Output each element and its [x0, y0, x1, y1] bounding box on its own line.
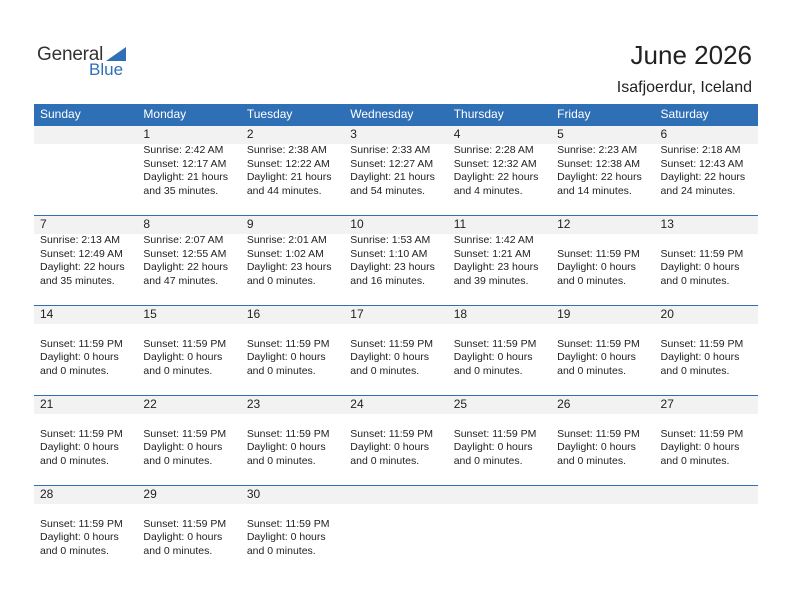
daylight-minutes-text: and 47 minutes.	[143, 274, 219, 287]
logo-general-text: General	[37, 44, 104, 65]
day-number: 28	[40, 487, 54, 501]
daylight-text: Daylight: 22 hours	[40, 261, 125, 273]
sunrise-text	[350, 324, 447, 338]
daylight-text: Daylight: 0 hours	[143, 441, 223, 453]
weekday-header-row	[34, 104, 758, 125]
day-cell	[448, 395, 551, 485]
day-cell	[551, 305, 654, 395]
day-cell	[241, 305, 344, 395]
sunrise-text: Sunrise: 2:13 AM	[40, 234, 120, 246]
sunset-text	[350, 518, 447, 532]
day-cell	[655, 305, 758, 395]
daylight-text: Daylight: 22 hours	[453, 171, 539, 183]
day-cell	[655, 395, 758, 485]
week-cells	[34, 215, 758, 305]
sunrise-text	[661, 234, 758, 248]
day-cell	[448, 485, 551, 575]
daylight-minutes-text: and 0 minutes.	[40, 544, 109, 557]
daylight-minutes-text: and 0 minutes.	[660, 364, 730, 377]
day-cell	[448, 215, 551, 305]
daylight-text: Daylight: 22 hours	[660, 171, 746, 183]
daylight-minutes-text: and 0 minutes.	[660, 454, 730, 467]
day-number: 18	[453, 307, 468, 321]
day-number: 9	[246, 217, 254, 231]
daylight-minutes-text	[454, 545, 551, 559]
day-number: 12	[557, 217, 571, 231]
daylight-text: Daylight: 0 hours	[453, 441, 533, 453]
daylight-text: Daylight: 0 hours	[557, 261, 636, 273]
day-cell	[551, 125, 654, 215]
daylight-text: Daylight: 0 hours	[350, 441, 430, 453]
sunset-text: Sunset: 11:59 PM	[350, 427, 433, 440]
daylight-text: Daylight: 22 hours	[143, 261, 229, 273]
sunrise-text	[247, 504, 344, 518]
day-cell	[551, 485, 654, 575]
daylight-minutes-text: and 0 minutes.	[143, 544, 213, 557]
sunset-text: Sunset: 12:32 AM	[453, 157, 537, 170]
day-cell	[344, 305, 447, 395]
daylight-text: Daylight: 0 hours	[557, 351, 636, 363]
daylight-text	[40, 171, 137, 185]
brand-logo	[37, 44, 137, 80]
daylight-minutes-text: and 0 minutes.	[246, 454, 316, 467]
day-cell	[137, 395, 240, 485]
day-cell	[34, 215, 137, 305]
daylight-minutes-text: and 0 minutes.	[557, 274, 626, 287]
sunset-text: Sunset: 1:21 AM	[453, 247, 531, 260]
daylight-minutes-text: and 0 minutes.	[40, 454, 109, 467]
sunrise-text	[40, 504, 137, 518]
sunset-text: Sunset: 11:59 PM	[557, 247, 640, 260]
weekday-tuesday: Tuesday	[246, 107, 293, 121]
daylight-minutes-text: and 0 minutes.	[350, 454, 420, 467]
daylight-minutes-text: and 35 minutes.	[40, 274, 115, 287]
daylight-minutes-text: and 24 minutes.	[660, 184, 736, 197]
daylight-minutes-text: and 39 minutes.	[453, 274, 529, 287]
sunrise-text	[454, 324, 551, 338]
sunset-text: Sunset: 11:59 PM	[660, 337, 744, 350]
daylight-text: Daylight: 0 hours	[40, 441, 119, 453]
daylight-text: Daylight: 0 hours	[143, 531, 223, 543]
day-cell	[448, 125, 551, 215]
daylight-text: Daylight: 21 hours	[143, 171, 229, 183]
daylight-minutes-text: and 0 minutes.	[557, 454, 626, 467]
daylight-text: Daylight: 0 hours	[660, 261, 740, 273]
day-cell	[344, 395, 447, 485]
daylight-minutes-text	[557, 545, 654, 559]
calendar-grid	[34, 104, 758, 575]
weekday-saturday: Saturday	[660, 107, 709, 121]
day-cell	[241, 395, 344, 485]
sunset-text: Sunset: 1:10 AM	[350, 247, 428, 260]
daylight-minutes-text: and 0 minutes.	[246, 364, 316, 377]
sunrise-text	[143, 504, 240, 518]
daylight-minutes-text: and 0 minutes.	[246, 544, 316, 557]
daylight-minutes-text: and 0 minutes.	[246, 274, 316, 287]
sunrise-text	[247, 324, 344, 338]
daylight-minutes-text	[661, 545, 758, 559]
sunrise-text: Sunrise: 2:07 AM	[143, 234, 224, 246]
logo-triangle-icon	[106, 47, 126, 61]
day-number: 5	[557, 127, 564, 141]
daylight-text: Daylight: 0 hours	[350, 351, 430, 363]
sunset-text: Sunset: 11:59 PM	[660, 247, 744, 260]
day-number	[557, 485, 654, 504]
sunset-text: Sunset: 11:59 PM	[143, 517, 227, 530]
day-number	[661, 485, 758, 504]
sunset-text	[454, 518, 551, 532]
sunrise-text: Sunrise: 2:33 AM	[350, 144, 431, 156]
day-cell	[34, 125, 137, 215]
daylight-minutes-text: and 0 minutes.	[143, 364, 213, 377]
daylight-text	[454, 531, 551, 545]
daylight-text: Daylight: 0 hours	[660, 441, 740, 453]
day-number: 14	[40, 307, 54, 321]
day-cell	[34, 485, 137, 575]
day-number: 2	[246, 127, 254, 141]
week-cells	[34, 395, 758, 485]
day-cell	[448, 305, 551, 395]
sunrise-text	[661, 504, 758, 518]
day-number: 15	[143, 307, 157, 321]
day-cell	[241, 485, 344, 575]
daylight-text	[661, 531, 758, 545]
sunrise-text: Sunrise: 2:42 AM	[143, 144, 224, 156]
day-number: 30	[246, 487, 261, 501]
sunset-text: Sunset: 11:59 PM	[350, 337, 433, 350]
sunset-text: Sunset: 11:59 PM	[660, 427, 744, 440]
logo-blue-text: Blue	[89, 60, 124, 79]
calendar-week-row	[34, 395, 758, 485]
sunset-text: Sunset: 11:59 PM	[143, 337, 227, 350]
sunset-text: Sunset: 11:59 PM	[557, 427, 640, 440]
day-number: 3	[350, 127, 357, 141]
daylight-minutes-text: and 0 minutes.	[557, 364, 626, 377]
daylight-text: Daylight: 23 hours	[350, 261, 435, 273]
day-cell	[655, 125, 758, 215]
daylight-text	[350, 531, 447, 545]
day-number: 27	[660, 397, 674, 411]
day-cell	[137, 125, 240, 215]
daylight-text: Daylight: 0 hours	[40, 351, 119, 363]
day-cell	[137, 305, 240, 395]
sunset-text: Sunset: 12:38 AM	[557, 157, 640, 170]
day-cell	[344, 485, 447, 575]
day-number: 10	[350, 217, 364, 231]
calendar-weeks	[34, 125, 758, 575]
sunrise-text	[557, 504, 654, 518]
sunrise-text	[454, 504, 551, 518]
sunset-text	[40, 158, 137, 172]
day-cell	[241, 215, 344, 305]
sunrise-text	[247, 414, 344, 428]
day-cell	[137, 485, 240, 575]
day-cell	[34, 395, 137, 485]
sunrise-text	[40, 144, 137, 158]
daylight-minutes-text: and 0 minutes.	[40, 364, 109, 377]
daylight-text	[557, 531, 654, 545]
day-cell	[551, 395, 654, 485]
week-cells	[34, 485, 758, 575]
daylight-minutes-text	[350, 545, 447, 559]
daylight-minutes-text: and 0 minutes.	[660, 274, 730, 287]
day-cell	[137, 215, 240, 305]
sunrise-text	[557, 234, 654, 248]
day-number: 25	[453, 397, 468, 411]
sunset-text: Sunset: 11:59 PM	[246, 337, 330, 350]
calendar-week-row	[34, 305, 758, 395]
calendar-week-row	[34, 485, 758, 575]
daylight-text: Daylight: 21 hours	[246, 171, 332, 183]
day-cell	[344, 125, 447, 215]
day-cell	[551, 215, 654, 305]
sunrise-text	[350, 504, 447, 518]
sunrise-text	[557, 414, 654, 428]
day-number	[350, 485, 447, 504]
daylight-text: Daylight: 0 hours	[246, 531, 326, 543]
sunset-text: Sunset: 11:59 PM	[246, 427, 330, 440]
day-number: 6	[660, 127, 668, 141]
week-cells	[34, 305, 758, 395]
day-number: 22	[143, 397, 157, 411]
sunset-text: Sunset: 11:59 PM	[40, 517, 123, 530]
day-number: 26	[557, 397, 571, 411]
day-number: 24	[350, 397, 364, 411]
sunset-text: Sunset: 11:59 PM	[453, 337, 537, 350]
day-number: 7	[40, 217, 47, 231]
sunrise-text	[557, 324, 654, 338]
sunrise-text	[143, 414, 240, 428]
sunrise-text	[40, 324, 137, 338]
day-number: 23	[246, 397, 261, 411]
day-number: 17	[350, 307, 364, 321]
day-cell	[655, 215, 758, 305]
sunrise-text: Sunrise: 1:53 AM	[350, 234, 431, 246]
day-number: 20	[660, 307, 674, 321]
sunset-text: Sunset: 11:59 PM	[143, 427, 227, 440]
sunrise-text	[661, 414, 758, 428]
calendar-week-row	[34, 215, 758, 305]
calendar-week-row	[34, 125, 758, 215]
sunset-text: Sunset: 12:17 AM	[143, 157, 227, 170]
daylight-text: Daylight: 0 hours	[246, 351, 326, 363]
weekday-friday: Friday	[557, 107, 591, 121]
sunrise-text: Sunrise: 2:01 AM	[246, 234, 327, 246]
daylight-text: Daylight: 0 hours	[660, 351, 740, 363]
daylight-minutes-text: and 0 minutes.	[453, 454, 523, 467]
daylight-minutes-text: and 44 minutes.	[246, 184, 322, 197]
day-cell	[344, 215, 447, 305]
daylight-text: Daylight: 23 hours	[453, 261, 539, 273]
daylight-text: Daylight: 0 hours	[246, 441, 326, 453]
day-number: 13	[660, 217, 674, 231]
day-number: 16	[246, 307, 261, 321]
sunset-text: Sunset: 12:43 AM	[660, 157, 744, 170]
daylight-minutes-text: and 16 minutes.	[350, 274, 425, 287]
sunset-text: Sunset: 11:59 PM	[246, 517, 330, 530]
page-title: June 2026	[630, 40, 752, 70]
daylight-minutes-text: and 0 minutes.	[453, 364, 523, 377]
daylight-text: Daylight: 0 hours	[557, 441, 636, 453]
daylight-text: Daylight: 0 hours	[453, 351, 533, 363]
day-number	[454, 485, 551, 504]
day-cell	[241, 125, 344, 215]
sunrise-text: Sunrise: 2:23 AM	[557, 144, 638, 156]
sunset-text	[661, 518, 758, 532]
sunset-text: Sunset: 11:59 PM	[40, 427, 123, 440]
sunrise-text: Sunrise: 2:38 AM	[246, 144, 327, 156]
weekday-wednesday: Wednesday	[350, 107, 414, 121]
day-number: 29	[143, 487, 157, 501]
sunset-text: Sunset: 12:22 AM	[246, 157, 330, 170]
sunrise-text: Sunrise: 1:42 AM	[453, 234, 534, 246]
daylight-minutes-text: and 14 minutes.	[557, 184, 632, 197]
sunrise-text	[143, 324, 240, 338]
daylight-minutes-text: and 35 minutes.	[143, 184, 219, 197]
sunrise-text	[454, 414, 551, 428]
day-number: 19	[557, 307, 571, 321]
week-cells	[34, 125, 758, 215]
sunset-text: Sunset: 11:59 PM	[453, 427, 537, 440]
day-number	[40, 125, 137, 144]
sunrise-text	[661, 324, 758, 338]
sunrise-text: Sunrise: 2:18 AM	[660, 144, 741, 156]
daylight-minutes-text: and 4 minutes.	[453, 184, 523, 197]
day-number: 21	[40, 397, 54, 411]
daylight-minutes-text: and 0 minutes.	[350, 364, 420, 377]
location-label: Isafjoerdur, Iceland	[616, 79, 752, 96]
sunset-text	[557, 518, 654, 532]
sunrise-text: Sunrise: 2:28 AM	[453, 144, 534, 156]
sunrise-text	[40, 414, 137, 428]
weekday-sunday: Sunday	[40, 107, 81, 121]
sunrise-text	[350, 414, 447, 428]
daylight-minutes-text: and 54 minutes.	[350, 184, 425, 197]
day-number: 11	[453, 217, 467, 231]
day-number: 1	[143, 127, 151, 141]
day-cell	[34, 305, 137, 395]
weekday-monday: Monday	[143, 107, 187, 121]
daylight-text: Daylight: 22 hours	[557, 171, 642, 183]
day-number: 4	[453, 127, 461, 141]
daylight-text: Daylight: 0 hours	[40, 531, 119, 543]
sunset-text: Sunset: 1:02 AM	[246, 247, 324, 260]
daylight-text: Daylight: 0 hours	[143, 351, 223, 363]
daylight-minutes-text: and 0 minutes.	[143, 454, 213, 467]
weekday-thursday: Thursday	[453, 107, 504, 121]
sunset-text: Sunset: 11:59 PM	[40, 337, 123, 350]
sunset-text: Sunset: 11:59 PM	[557, 337, 640, 350]
daylight-text: Daylight: 21 hours	[350, 171, 435, 183]
sunset-text: Sunset: 12:55 AM	[143, 247, 227, 260]
daylight-text: Daylight: 23 hours	[246, 261, 332, 273]
sunset-text: Sunset: 12:49 AM	[40, 247, 123, 260]
day-number: 8	[143, 217, 151, 231]
day-cell	[655, 485, 758, 575]
sunset-text: Sunset: 12:27 AM	[350, 157, 434, 170]
daylight-minutes-text	[40, 185, 137, 199]
